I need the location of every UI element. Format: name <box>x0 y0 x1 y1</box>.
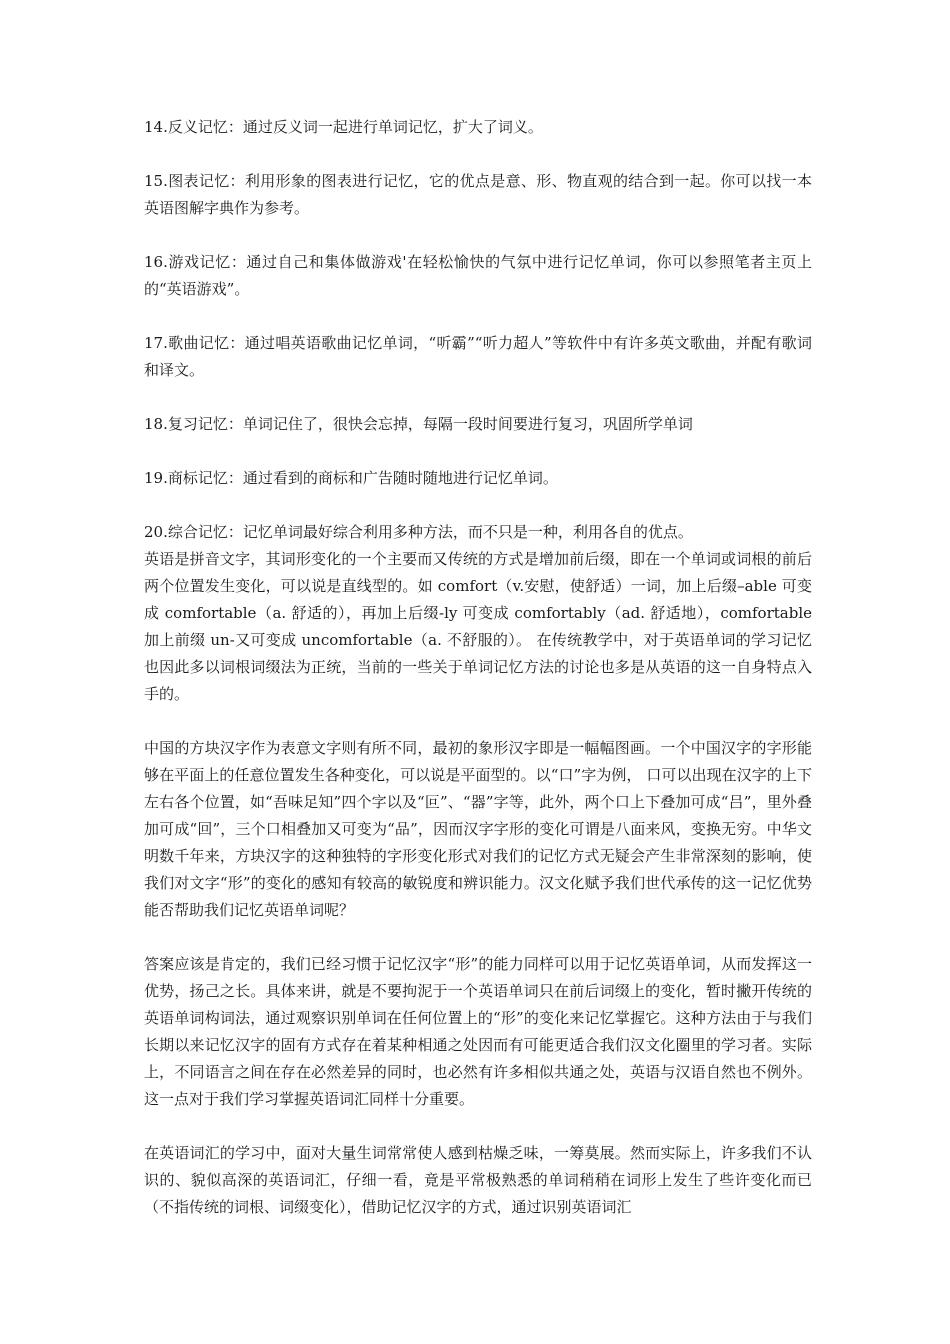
paragraph-answer: 答案应该是肯定的，我们已经习惯于记忆汉字“形”的能力同样可以用于记忆英语单词，从而发挥这一优势，扬己之长。具体来讲，就是不要拘泥于一个英语单词只在前后词缀上的变化，暂时撇开传统的英语单词构词法，通过观察识别单词在任何位置上的“形”的变化来记忆掌握它。这种方法由于与我们长期以来记忆汉字的固有方式存在着某种相通之处因而有可能更适合我们汉文化圈里的学习者。实际上，不同语言之间在存在必然差异的同时，也必然有许多相似共通之处，英语与汉语自然也不例外。这一点对于我们学习掌握英语词汇同样十分重要。 <box>144 955 812 1108</box>
paragraph-vocabulary-learning: 在英语词汇的学习中，面对大量生词常常使人感到枯燥乏味，一筹莫展。然而实际上，许多我们不认识的、貌似高深的英语词汇，仔细一看，竟是平常极熟悉的单词稍稍在词形上发生了些许变化而已（不指传统的词根、词缀变化），借助记忆汉字的方式，通过识别英语词汇 <box>144 1144 812 1216</box>
paragraph-chinese-characters: 中国的方块汉字作为表意文字则有所不同，最初的象形汉字即是一幅幅图画。一个中国汉字的字形能够在平面上的任意位置发生各种变化，可以说是平面型的。以“口”字为例， 口可以出现在汉字的上下左右各个位置，如“吾味足知”四个字以及“叵”、“器”字等，此外，两个口上下叠加可成“吕”，里外叠加可成“回”，三个口相叠加又可变为“品”，因而汉字字形的变化可谓是八面来风，变换无穷。中华文明数千年来，方块汉字的这种独特的字形变化形式对我们的记忆方式无疑会产生非常深刻的影响，使我们对文字“形”的变化的感知有较高的敏锐度和辨识能力。汉文化赋予我们世代承传的这一记忆优势能否帮助我们记忆英语单词呢？ <box>144 739 812 919</box>
paragraph-item-16: 16.游戏记忆：通过自己和集体做游戏'在轻松愉快的气氛中进行记忆单词，你可以参照笔者主页上的“英语游戏”。 <box>144 253 812 298</box>
paragraph-item-14: 14.反义记忆：通过反义词一起进行单词记忆，扩大了词义。 <box>144 118 543 136</box>
paragraph-english-affixes: 英语是拼音文字，其词形变化的一个主要而又传统的方式是增加前后缀，即在一个单词或词根的前后两个位置发生变化，可以说是直线型的。如 comfort（v.安慰，使舒适）一词，加上后缀–able 可变成 comfortable（a. 舒适的），再加上后缀-ly 可变成 comfortably（ad. 舒适地），comfortable 加上前缀 un-又可变成 uncomfortable（a. 不舒服的）。 在传统教学中，对于英语单词的学习记忆也因此多以词根词缀法为正统，当前的一些关于单词记忆方法的讨论也多是从英语的这一自身特点入手的。 <box>144 550 812 703</box>
paragraph-item-20: 20.综合记忆：记忆单词最好综合利用多种方法，而不只是一种，利用各自的优点。 <box>144 523 693 541</box>
paragraph-item-15: 15.图表记忆：利用形象的图表进行记忆，它的优点是意、形、物直观的结合到一起。你可以找一本英语图解字典作为参考。 <box>144 172 812 217</box>
paragraph-item-18: 18.复习记忆：单词记住了，很快会忘掉，每隔一段时间要进行复习，巩固所学单词 <box>144 415 693 433</box>
paragraph-item-19: 19.商标记忆：通过看到的商标和广告随时随地进行记忆单词。 <box>144 469 558 487</box>
document-body <box>144 114 812 1221</box>
paragraph-item-17: 17.歌曲记忆：通过唱英语歌曲记忆单词，“听霸”“听力超人”等软件中有许多英文歌曲，并配有歌词和译文。 <box>144 334 812 379</box>
